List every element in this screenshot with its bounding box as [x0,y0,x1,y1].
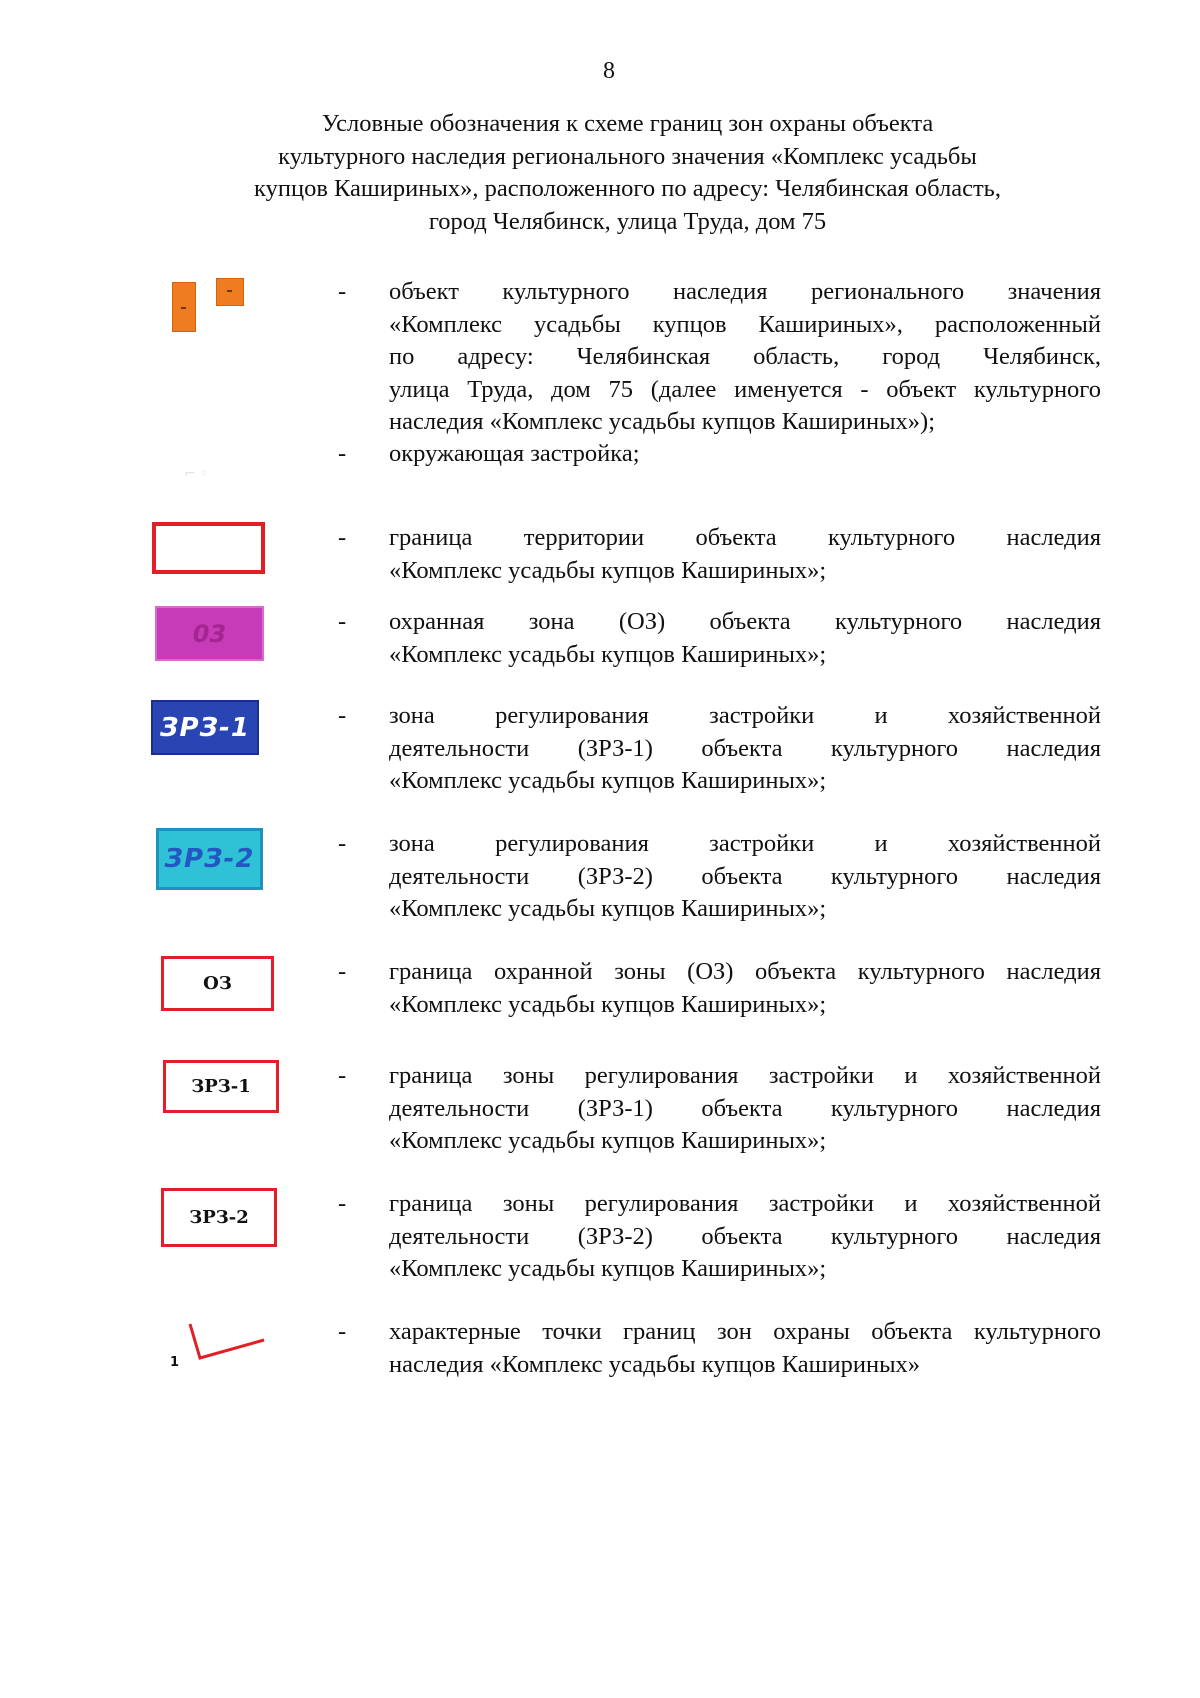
object-building-symbol [216,278,244,306]
description-line: по адресу: Челябинская область, город Челябинск, [389,343,1101,370]
zrz1-zone-label: ЗРЗ-1 [160,712,250,743]
legend-dash: - [338,608,347,635]
document-title [140,108,1115,238]
legend-dash: - [338,524,347,551]
description-line: наследия «Комплекс усадьбы купцов Кашириных» [389,1350,921,1378]
description-line: деятельности (ЗРЗ-2) объекта культурного наследия [389,862,1101,890]
page-number: 8 [603,58,615,84]
description-line: деятельности (ЗРЗ-1) объекта культурного наследия [389,1094,1101,1122]
description-line: «Комплекс усадьбы купцов Кашириных»; [389,556,827,584]
legend-description [389,1316,1101,1381]
boundary-point-icon [160,1316,270,1376]
description-line: деятельности (ЗРЗ-1) объекта культурного наследия [389,734,1101,762]
legend-dash: - [338,702,347,729]
legend-dash: - [338,1190,347,1217]
description-line: деятельности (ЗРЗ-2) объекта культурного наследия [389,1222,1101,1250]
zrz2-boundary-symbol [161,1188,277,1247]
zrz1-boundary-label: ЗРЗ-1 [191,1076,251,1097]
title-line: купцов Кашириных», расположенного по адресу: Челябинская область, [254,175,1001,202]
surrounding-building-symbol: ⌐ ◦ [184,466,209,482]
legend-description [389,700,1101,798]
description-line: «Комплекс усадьбы купцов Кашириных»; [389,990,827,1018]
title-line: город Челябинск, улица Труда, дом 75 [428,207,827,235]
description-line: граница территории объекта культурного наследия [389,524,1101,551]
description-line: «Комплекс усадьбы купцов Кашириных»; [389,640,827,668]
description-line: «Комплекс усадьбы купцов Кашириных»; [389,895,827,922]
title-line: культурного наследия регионального значения «Комплекс усадьбы [278,142,977,170]
description-line: «Комплекс усадьбы купцов Кашириных»; [389,1127,827,1154]
description-line: граница зоны регулирования застройки и хозяйственной [389,1190,1101,1217]
legend-description [389,1188,1101,1286]
zrz2-boundary-label: ЗРЗ-2 [189,1207,249,1228]
legend-dash: - [338,278,347,305]
description-line: граница охранной зоны (ОЗ) объекта культурного наследия [389,958,1101,985]
zrz2-zone-label: ЗРЗ-2 [164,844,255,874]
oz-zone-symbol [155,606,264,661]
description-line: улица Труда, дом 75 (далее именуется - объект культурного [389,375,1101,403]
description-line: охранная зона (ОЗ) объекта культурного наследия [389,608,1101,635]
legend-description [389,438,1101,471]
legend-dash: - [338,958,347,985]
description-line: зона регулирования застройки и хозяйственной [389,830,1101,857]
territory-boundary-symbol [152,522,265,574]
zrz2-zone-symbol [156,828,263,890]
legend-description [389,276,1101,439]
legend-description [389,956,1101,1021]
oz-zone-label: 03 [192,619,227,648]
description-line: окружающая застройка; [389,440,640,467]
legend-dash: - [338,1062,347,1089]
zrz1-zone-symbol [151,700,259,755]
legend-description [389,1060,1101,1158]
legend-dash: - [338,830,347,857]
description-line: характерные точки границ зон охраны объекта культурного [389,1318,1101,1345]
boundary-point-label: 1 [170,1355,180,1370]
oz-boundary-symbol [161,956,274,1011]
description-line: зона регулирования застройки и хозяйственной [389,702,1101,729]
description-line: «Комплекс усадьбы купцов Кашириных», расположенный [389,310,1101,338]
title-line: Условные обозначения к схеме границ зон охраны объекта [321,110,934,137]
description-line: наследия «Комплекс усадьбы купцов Кашириных»); [389,408,935,435]
legend-dash: - [338,440,347,467]
description-line: «Комплекс усадьбы купцов Кашириных»; [389,767,827,794]
legend-description [389,606,1101,671]
legend-dash: - [338,1318,347,1345]
zrz1-boundary-symbol [163,1060,279,1113]
description-line: «Комплекс усадьбы купцов Кашириных»; [389,1255,827,1282]
legend-description [389,522,1101,587]
object-building-symbol [172,282,196,332]
legend-description [389,828,1101,926]
oz-boundary-label: ОЗ [203,973,232,994]
description-line: граница зоны регулирования застройки и хозяйственной [389,1062,1101,1089]
description-line: объект культурного наследия регионального значения [389,278,1101,305]
